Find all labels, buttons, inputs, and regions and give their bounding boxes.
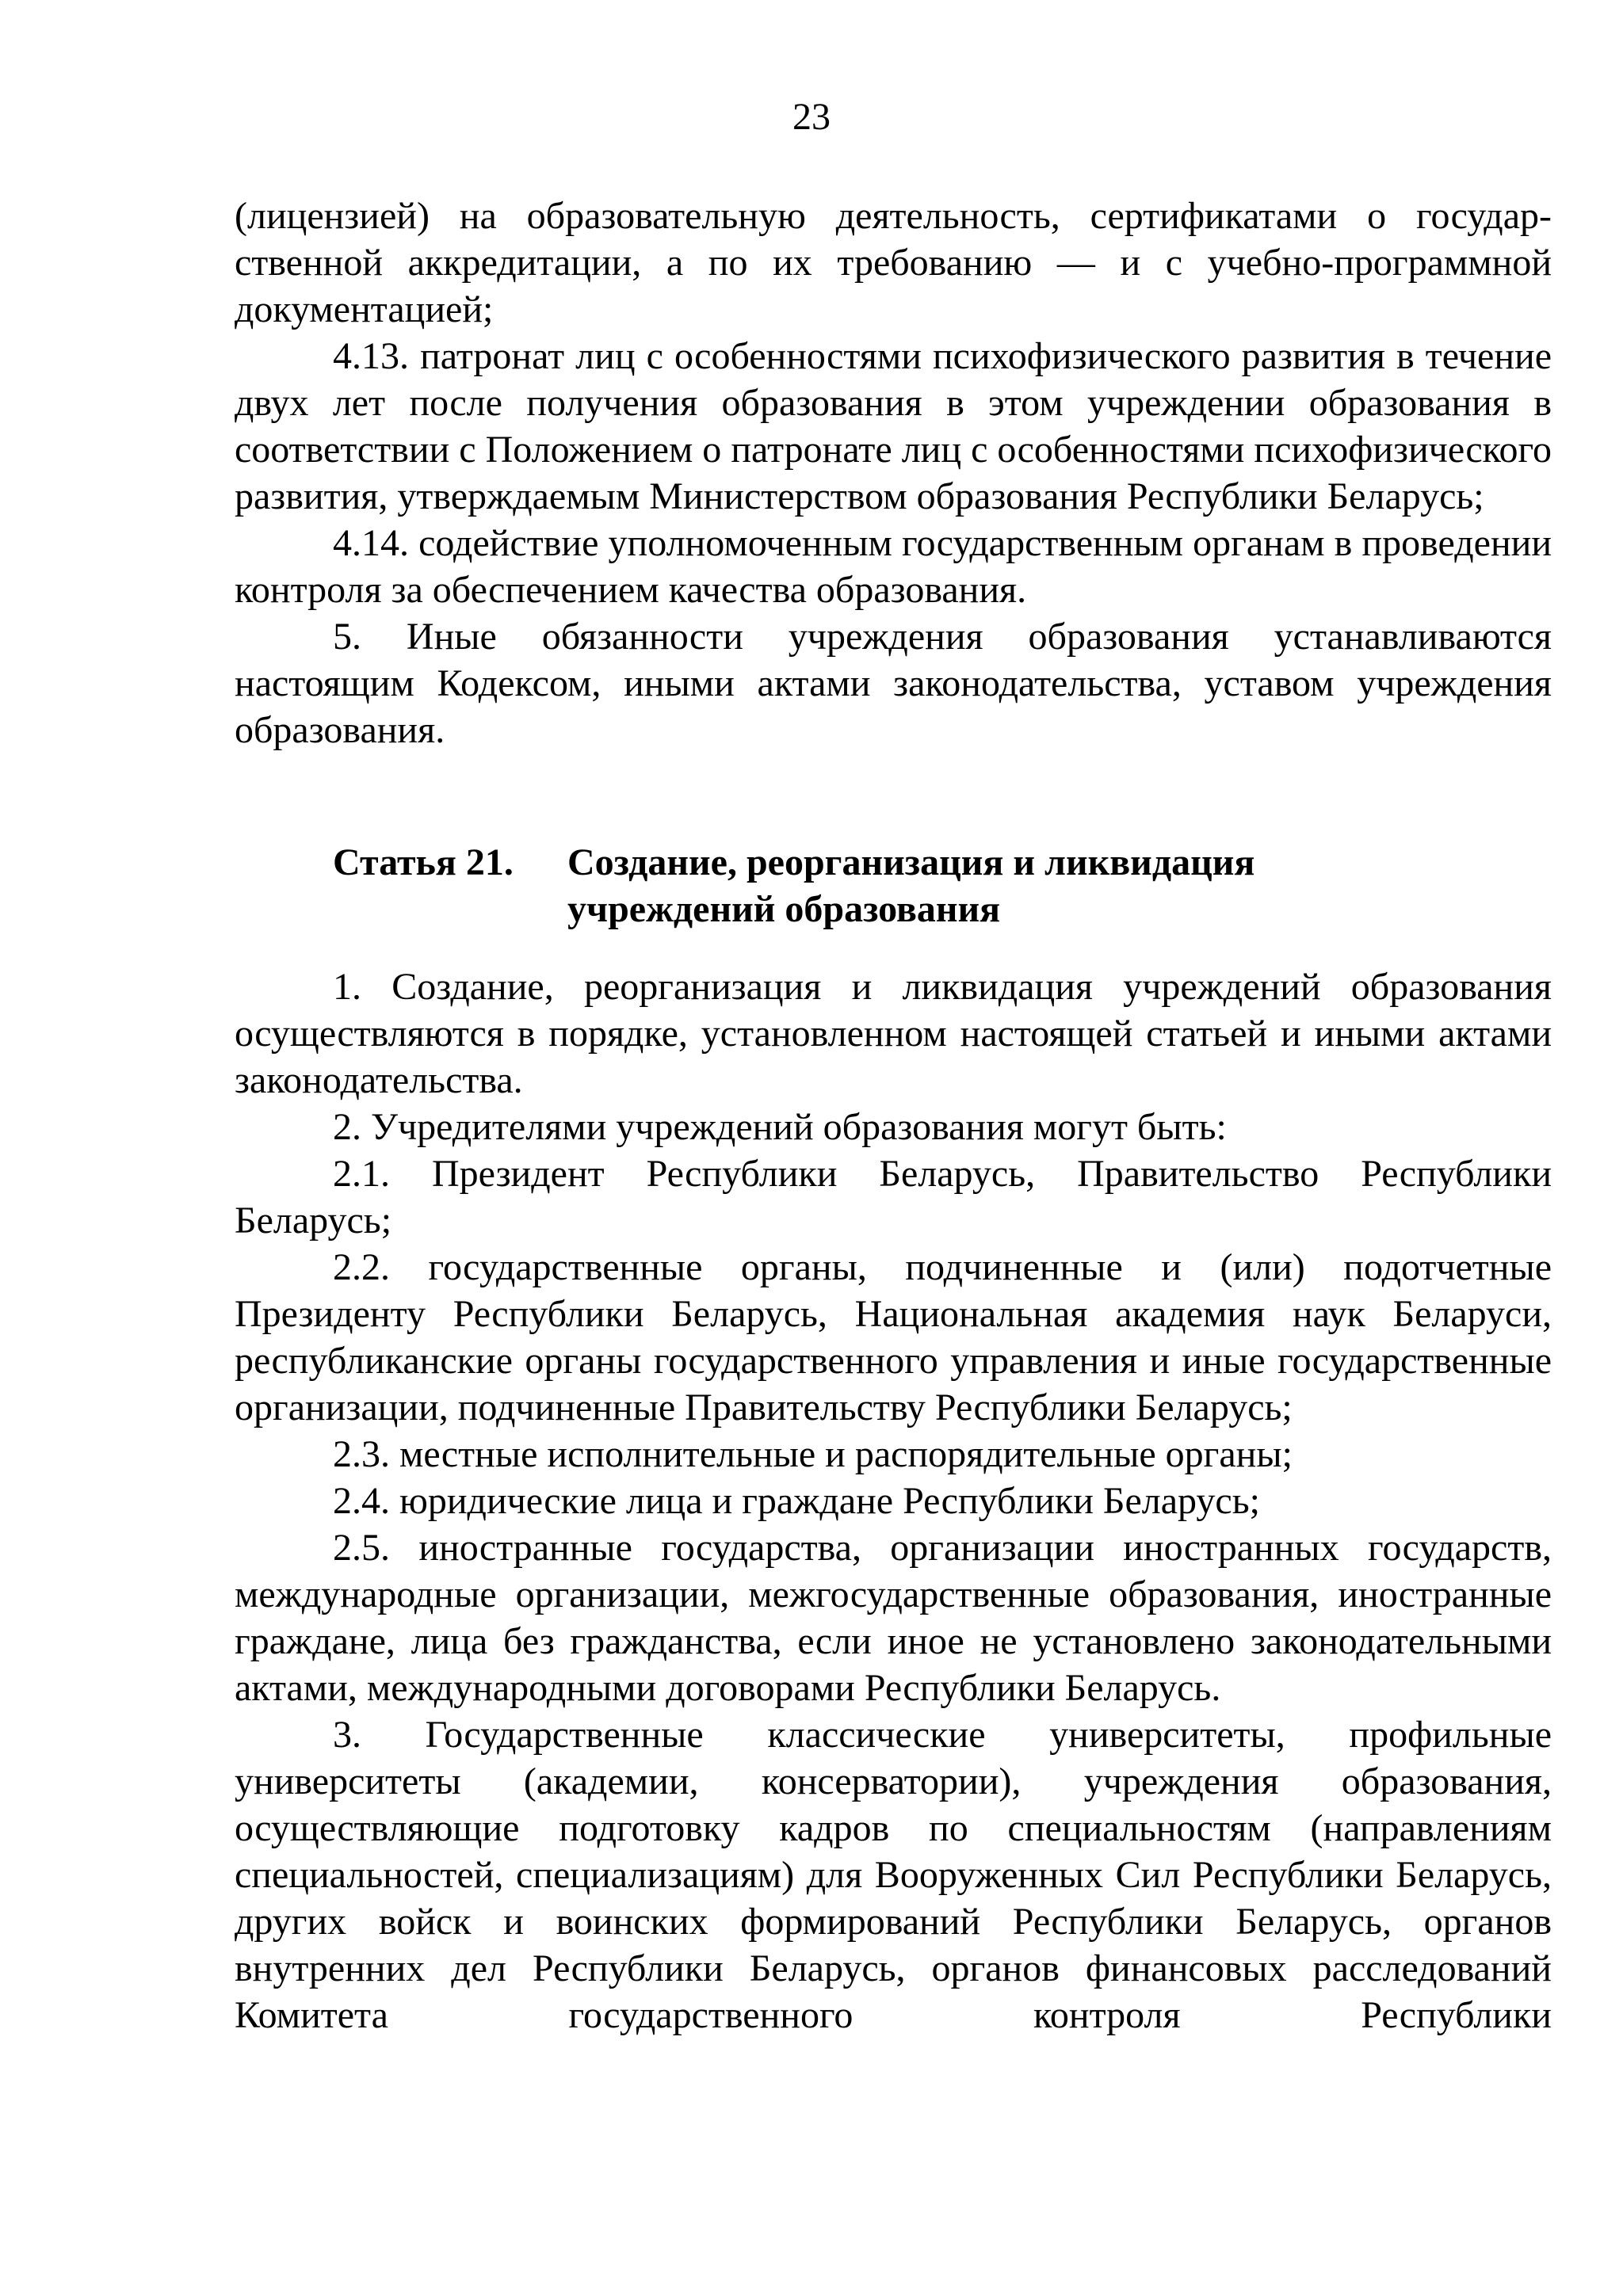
paragraph-2-3: 2.3. местные исполнительные и распорядительные органы;	[333, 1433, 1293, 1475]
paragraph-2-1: 2.1. Президент Республики Беларусь, Правительство Республики Беларусь;	[235, 1153, 1552, 1241]
text-block-bottom	[235, 963, 1552, 2039]
article-heading	[333, 839, 1442, 933]
paragraph-3: 3. Государственные классические университеты, профильные университеты (академии, консерватории), учреждения образования, осуществляющие подготовку кадров по специальностям (направлениям специальностей, специализациям) для Вооруженных Сил Республики Беларусь, других войск и воинских формирований Республики Беларусь, органов внутренних дел Республики Беларусь, органов финансовых расследований Комитета государственного контроля Республики	[235, 1714, 1552, 2036]
paragraph-2-5: 2.5. иностранные государства, организации иностранных государств, международные организации, межгосударственные образования, иностранные граждане, лица без гражданства, если иное не установлено законодательными актами, международными договорами Республики Беларусь.	[235, 1527, 1552, 1709]
article-title-line-2: учреждений образования	[567, 888, 1001, 930]
article-label: Статья 21.	[333, 841, 514, 883]
article-title-line-1: Создание, реорганизация и ликвидация	[567, 841, 1255, 883]
paragraph-2-2: 2.2. государственные органы, подчиненные и (или) подотчетные Президенту Республики Беларусь, Национальная академия наук Беларуси, республиканские органы государственного управления и иные государственные организации, подчиненные Правительству Республики Беларусь;	[235, 1246, 1552, 1428]
paragraph-2-4: 2.4. юридические лица и граждане Республики Беларусь;	[333, 1480, 1260, 1522]
page-number: 23	[792, 96, 831, 138]
paragraph-5: 5. Иные обязанности учреждения образования устанавливаются настоящим Кодексом, иными актами законодательства, уставом учреждения образования.	[235, 616, 1552, 751]
text-block-top	[235, 193, 1552, 753]
paragraph-1: 1. Создание, реорганизация и ликвидация учреждений образования осуществляются в порядке, установленном настоящей статьей и иными актами законодательства.	[235, 966, 1552, 1101]
article-title	[567, 839, 1442, 933]
paragraph-4-13: 4.13. патронат лиц с особенностями психофизического развития в течение двух лет после получения образования в этом учреждении образования в соответствии с Положением о патронате лиц с особенностями психофизического развития, утверждаемым Министерством образования Республики Беларусь;	[235, 335, 1552, 517]
paragraph-4-14: 4.14. содействие уполномоченным государственным органам в проведении контроля за обеспечением качества образования.	[235, 522, 1552, 611]
paragraph: (лицензией) на образовательную деятельность, сертификатами о государственной аккредитации, а по их требованию — и с учебно-программной документацией;	[235, 195, 1552, 330]
paragraph-2: 2. Учредителями учреждений образования могут быть:	[333, 1106, 1227, 1148]
